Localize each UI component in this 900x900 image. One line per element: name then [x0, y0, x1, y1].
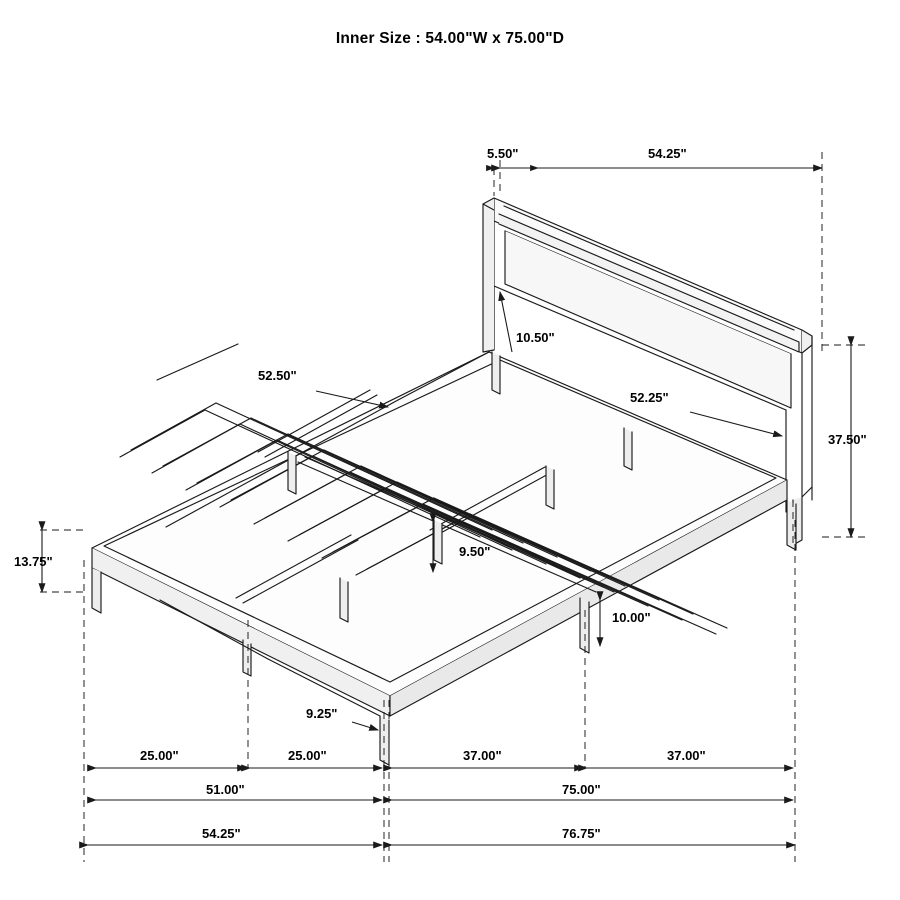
page-title: Inner Size : 54.00"W x 75.00"D	[335, 30, 565, 47]
dim-leg-height-foot: 9.25"	[306, 706, 338, 721]
dim-deck-height: 13.75"	[14, 554, 53, 569]
bed-geometry	[92, 198, 812, 765]
dim-overall-length: 76.75"	[562, 826, 601, 841]
dim-leg-height-side: 10.00"	[612, 610, 651, 625]
dim-headboard-height: 37.50"	[828, 432, 867, 447]
dim-overall-width: 54.25"	[202, 826, 241, 841]
dim-length-seg-right: 37.00"	[667, 748, 706, 763]
dim-center-support-height: 9.50"	[459, 544, 491, 559]
dim-headboard-width-top: 54.25"	[648, 146, 687, 161]
dim-inner-length: 75.00"	[562, 782, 601, 797]
dim-width-seg-right: 25.00"	[288, 748, 327, 763]
dim-headboard-post-width: 5.50"	[487, 146, 519, 161]
dim-width-seg-left: 25.00"	[140, 748, 179, 763]
dim-length-seg-left: 37.00"	[463, 748, 502, 763]
dim-slat-deck-width: 52.50"	[258, 368, 297, 383]
dim-inner-width: 51.00"	[206, 782, 245, 797]
dim-panel-drop: 10.50"	[516, 330, 555, 345]
dim-deck-inner-length: 52.25"	[630, 390, 669, 405]
